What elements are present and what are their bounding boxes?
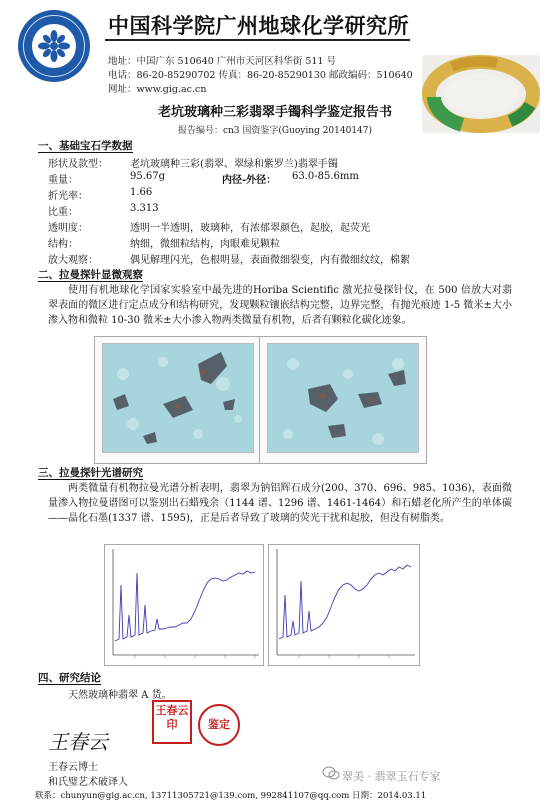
label-diameter: 内径-外径： bbox=[222, 175, 277, 186]
value-ri: 1.66 bbox=[130, 187, 153, 198]
contact-line: 联系：chunyun@gig.ac.cn, 13711305721@139.com, 992841107@qq.com 日期：2014.03.11 bbox=[35, 791, 427, 801]
value-weight: 95.67g bbox=[130, 171, 166, 182]
watermark-text: 翠美 · 翡翠玉石专家 bbox=[342, 770, 441, 783]
value-magnification: 偶见解理闪光，色根明显，表面微细裂变，内有微细纹纹，棉絮 bbox=[130, 255, 410, 266]
header-rule bbox=[105, 39, 410, 41]
seal-round: 鉴定 bbox=[198, 704, 240, 746]
micro-paragraph: 使用有机地球化学国家实验室中最先进的Horiba Scientific 激光拉曼探针仪，在 500 倍放大对翡翠表面的微区进行定点成分和结构研究，发现颗粒镶嵌结构完整，边界完整，有抛光痕迹 1-5 微米±大小渗入物和微粒 10-30 微米±大小渗入物两类微量有机物，后者有颗粒化碳化迹象。 bbox=[48, 285, 512, 326]
value-shape: 老坑玻璃种三彩(翡翠、翠绿和紫罗兰)翡翠手镯 bbox=[130, 159, 338, 170]
label-shape: 形状及款型： bbox=[48, 159, 108, 170]
institute-name: 中国科学院广州地球化学研究所 bbox=[108, 13, 409, 38]
micrograph-1 bbox=[102, 343, 254, 453]
label-sg: 比重： bbox=[48, 207, 78, 218]
label-magnification: 放大观察： bbox=[48, 255, 98, 266]
spectra-paragraph: 两类微量有机物拉曼光谱分析表明，翡翠为钠铝辉石成分(200、370、696、985、1036)，表面微量渗入物拉曼谱图可以鉴别出石蜡残余（1144 谱、1296 谱、1461-1464）和石蜡老化所产生的单体碳——晶化石墨(1337 谱、1595)，正是后者导致了玻璃的荧光干扰和起胶，但没有树脂类。 bbox=[48, 483, 512, 524]
value-sg: 3.313 bbox=[130, 203, 159, 214]
website-line: 网址：www.gig.ac.cn bbox=[108, 84, 207, 95]
section-heading-basic: 一、基础宝石学数据 bbox=[38, 140, 133, 152]
institute-logo bbox=[18, 10, 90, 82]
phone-line: 电话：86-20-85290702 传真：86-20-85290130 邮政编码：510640 bbox=[108, 70, 413, 81]
label-ri: 折光率： bbox=[48, 191, 88, 202]
signer-title: 和氏璧艺术破译人 bbox=[48, 777, 128, 788]
raman-spectrum-2 bbox=[268, 544, 420, 666]
raman-spectrum-1 bbox=[104, 544, 264, 666]
label-structure: 结构： bbox=[48, 239, 78, 250]
address-line: 地址：中国广东 510640 广州市天河区科华街 511 号 bbox=[108, 56, 336, 67]
section-heading-conclusion: 四、研究结论 bbox=[38, 672, 101, 684]
signer-name: 王春云博士 bbox=[48, 762, 98, 773]
label-transparency: 透明度： bbox=[48, 223, 88, 234]
flower-icon bbox=[38, 30, 70, 62]
handwritten-signature: 王春云 bbox=[48, 730, 108, 754]
bangle-photo bbox=[422, 55, 540, 133]
report-title: 老坑玻璃种三彩翡翠手镯科学鉴定报告书 bbox=[157, 105, 392, 120]
micrograph-2 bbox=[267, 343, 419, 453]
section-heading-micro: 二、拉曼探针显微观察 bbox=[38, 269, 143, 281]
value-transparency: 透明一半透明，玻璃种，有浓郁翠颜色，起胶，起荧光 bbox=[130, 223, 370, 234]
value-structure: 纳细，微细粒结构，肉眼难见颗粒 bbox=[130, 239, 280, 250]
value-diameter: 63.0-85.6mm bbox=[292, 171, 359, 182]
conclusion-text: 天然玻璃种翡翠 A 货。 bbox=[68, 690, 172, 701]
wechat-icon bbox=[322, 766, 340, 780]
label-weight: 重量： bbox=[48, 175, 78, 186]
section-heading-spectra: 三、拉曼探针光谱研究 bbox=[38, 467, 143, 479]
seal-square: 王春云印 bbox=[152, 700, 192, 744]
report-number: 报告编号：cn3 国资鉴字(Guoying 20140147) bbox=[177, 126, 373, 136]
